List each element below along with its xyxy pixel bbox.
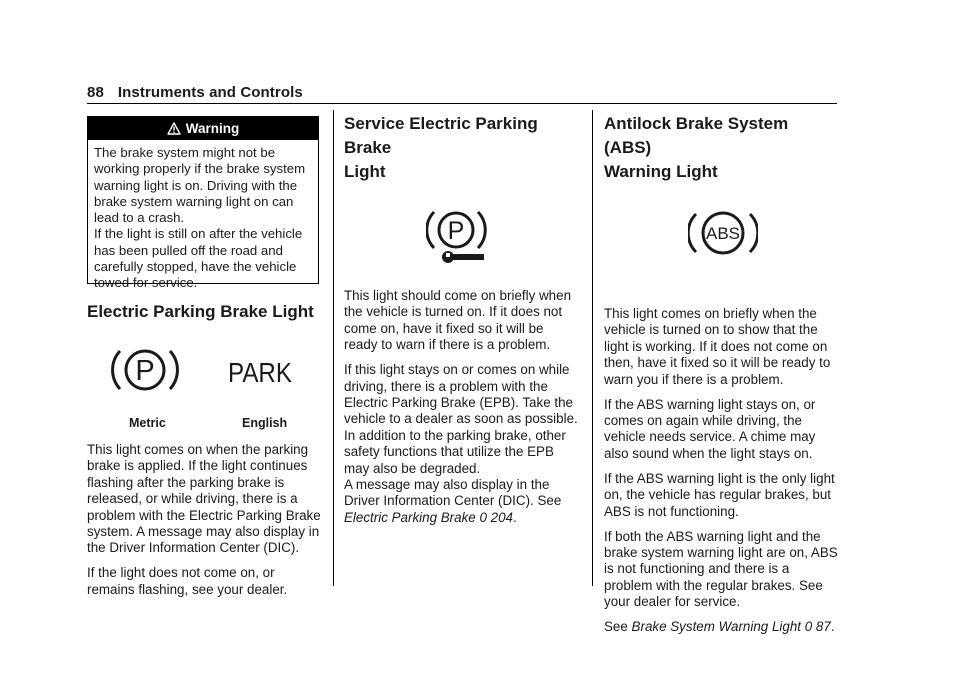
- service-epb-paragraph-3-text: A message may also display in the Driver Information Center (DIC). See: [344, 477, 562, 509]
- service-epb-heading: [344, 112, 580, 184]
- warning-header: [88, 117, 318, 140]
- column-divider-1: [333, 110, 334, 586]
- page-arrow-icon: 0: [804, 619, 813, 635]
- english-caption: English: [242, 416, 288, 430]
- parking-brake-metric-icon: [111, 344, 179, 396]
- warning-box: [87, 116, 319, 291]
- service-epb-heading-line1: Service Electric Parking Brake: [344, 114, 538, 157]
- column-3: [604, 112, 840, 644]
- service-symbol-text: P: [447, 217, 465, 245]
- header-rule: [87, 103, 837, 104]
- epb-heading: Electric Parking Brake Light: [87, 302, 314, 321]
- epb-body: [87, 442, 323, 598]
- warning-triangle-icon: [167, 122, 181, 135]
- service-epb-heading-line2: Light: [344, 162, 386, 181]
- abs-symbol-text: ABS: [705, 224, 741, 243]
- column-2: [344, 112, 580, 535]
- cross-reference-link[interactable]: Brake System Warning Light: [631, 619, 801, 635]
- parking-brake-english-icon: [225, 354, 295, 388]
- abs-paragraph-3: If the ABS warning light is the only light on, the vehicle has regular brakes, but ABS is not functioning.: [604, 470, 835, 519]
- warning-paragraph: If the light is still on after the vehicle has been pulled off the road and carefully stopped, have the vehicle towed for service.: [94, 226, 303, 291]
- abs-paragraph-1: This light comes on briefly when the vehicle is turned on to show that the light is working. If it does not come on then, have it fixed so it will be ready to warn you if there is a problem.: [604, 306, 831, 387]
- service-epb-icon-wrap: [344, 184, 580, 288]
- service-epb-paragraph-3: [344, 477, 580, 526]
- sentence-end: .: [513, 509, 517, 525]
- service-epb-paragraph-1: This light should come on briefly when the vehicle is turned on. If it does not come on, have it fixed so it will be ready to warn if there is a problem.: [344, 288, 572, 353]
- warning-paragraph: The brake system might not be working properly if the brake system warning light is on. Driving with the brake system warning light on can lead to a crash.: [94, 145, 306, 226]
- service-epb-body: [344, 288, 580, 526]
- abs-warning-icon: [688, 208, 758, 258]
- abs-heading-line1: Antilock Brake System (ABS): [604, 114, 789, 157]
- abs-paragraph-5: [604, 619, 840, 635]
- metric-symbol-text: P: [135, 355, 155, 387]
- page-header: [87, 84, 303, 101]
- abs-body: [604, 306, 840, 636]
- page-arrow-icon: 0: [479, 509, 487, 525]
- abs-heading: [604, 112, 840, 184]
- metric-caption: Metric: [129, 416, 166, 430]
- page-number: 88: [87, 84, 104, 101]
- reference-page[interactable]: 204: [490, 509, 513, 525]
- warning-body: [88, 140, 318, 292]
- warning-title: Warning: [185, 121, 240, 136]
- abs-paragraph-4: If both the ABS warning light and the brake system warning light are on, ABS is not functioning and there is a problem with the regular brakes. See your dealer for service.: [604, 528, 838, 610]
- service-parking-brake-icon: [426, 202, 492, 268]
- epb-paragraph-2: If the light does not come on, or remains flashing, see your dealer.: [87, 565, 288, 597]
- column-1: [87, 112, 323, 607]
- cross-reference-link[interactable]: Electric Parking Brake: [344, 509, 476, 525]
- reference-page[interactable]: 87: [815, 619, 831, 635]
- abs-paragraph-5-text: See: [604, 619, 632, 635]
- section-title: Instruments and Controls: [117, 84, 303, 101]
- abs-paragraph-2: If the ABS warning light stays on, or comes on again while driving, the vehicle needs service. A chime may also sound when the light stays on.: [604, 396, 816, 461]
- epb-paragraph-1: This light comes on when the parking brake is applied. If the light continues flashing after the parking brake is released, or while driving, there is a problem with the Electric Parking Brake system. A message may also display in the Driver Information Center (DIC).: [87, 442, 321, 556]
- column-divider-2: [592, 110, 593, 586]
- english-symbol-text: PARK: [228, 357, 293, 388]
- sentence-end: .: [830, 619, 835, 635]
- service-epb-paragraph-2: If this light stays on or comes on while driving, there is a problem with the Electric Parking Brake (EPB). Take the vehicle to a dealer as soon as possible. In addition to the parking brake, other safety functions that utilize the EPB may also be degraded.: [344, 362, 578, 476]
- abs-icon-wrap: [604, 184, 840, 288]
- epb-icons: [87, 324, 323, 442]
- abs-heading-line2: Warning Light: [604, 162, 718, 181]
